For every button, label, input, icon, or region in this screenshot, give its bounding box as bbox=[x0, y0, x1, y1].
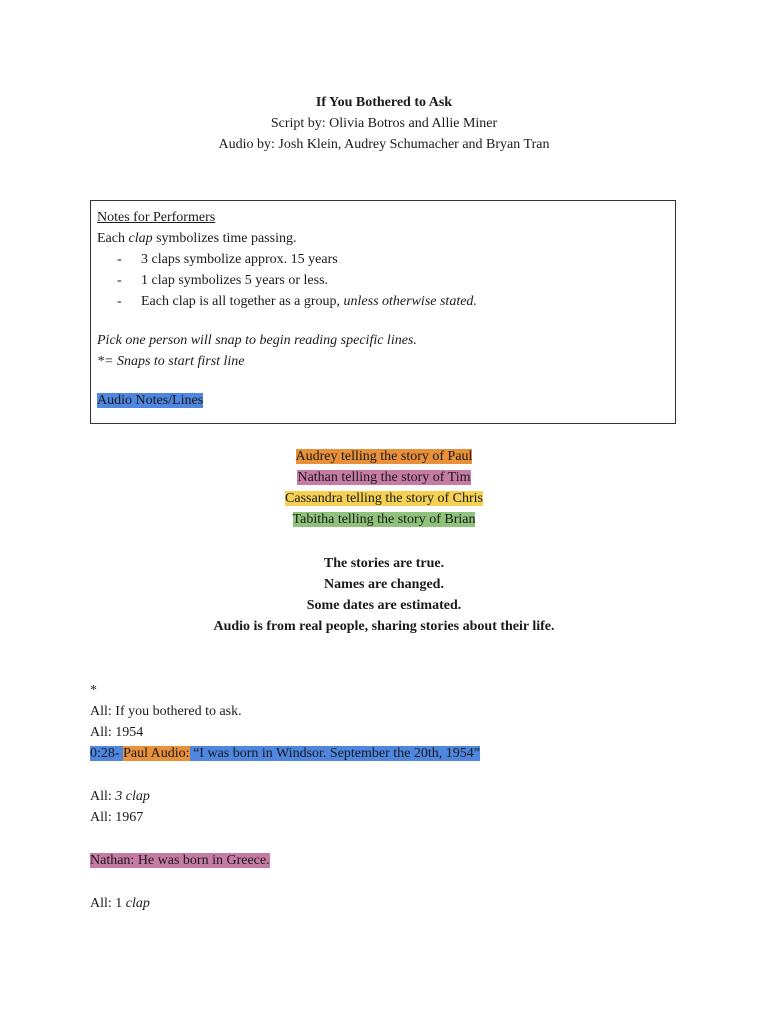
nathan-line: Nathan: He was born in Greece. bbox=[90, 853, 270, 868]
spacer bbox=[90, 764, 690, 786]
disclaimer-block bbox=[0, 553, 768, 637]
list-item bbox=[0, 467, 768, 488]
disclaimer-line: Audio is from real people, sharing stories about their life. bbox=[213, 619, 555, 634]
snap-instruction: Pick one person will snap to begin reading specific lines. bbox=[97, 333, 417, 348]
list-item bbox=[97, 270, 669, 291]
snap-mark: * bbox=[90, 683, 97, 698]
spacer bbox=[90, 871, 690, 893]
list-item bbox=[0, 509, 768, 530]
list-item bbox=[97, 249, 669, 270]
list-item bbox=[97, 291, 669, 312]
audio-quote: “I was born in Windsor. September the 20th, 1954” bbox=[189, 746, 480, 761]
document-title: If You Bothered to Ask bbox=[315, 95, 453, 110]
audio-key-highlight: Audio Notes/Lines bbox=[97, 393, 204, 408]
disclaimer-line: The stories are true. bbox=[323, 556, 445, 571]
clap-explanation-pre: Each bbox=[97, 231, 129, 246]
script-speaker: All: bbox=[90, 789, 116, 804]
audio-timestamp: 0:28- bbox=[90, 746, 124, 761]
audio-credit: Audio by: Josh Klein, Audrey Schumacher and Bryan Tran bbox=[218, 137, 550, 152]
bullet-text: Each clap is all together as a group, bbox=[141, 294, 344, 309]
audio-line bbox=[90, 743, 690, 764]
script-line bbox=[90, 786, 690, 807]
snap-key: *= Snaps to start first line bbox=[97, 354, 245, 369]
notes-heading: Notes for Performers bbox=[97, 210, 216, 225]
clap-explanation-post: symbolizes time passing. bbox=[152, 231, 297, 246]
script-speaker: All: 1 bbox=[90, 896, 126, 911]
disclaimer-line: Names are changed. bbox=[324, 577, 444, 592]
bullet-dash: - bbox=[117, 252, 122, 267]
script-line bbox=[90, 893, 690, 914]
audio-key-line bbox=[97, 390, 669, 411]
storyteller-cassandra: Cassandra telling the story of Chris bbox=[285, 491, 483, 506]
storyteller-audrey: Audrey telling the story of Paul bbox=[295, 449, 473, 464]
notes-for-performers-box bbox=[90, 200, 676, 424]
script-line: All: 1967 bbox=[90, 810, 144, 825]
bullet-text: 3 claps symbolize approx. 15 years bbox=[141, 252, 338, 267]
clap-word: clap bbox=[128, 231, 153, 246]
disclaimer-line: Some dates are estimated. bbox=[306, 598, 462, 613]
list-item bbox=[0, 446, 768, 467]
storyteller-list bbox=[0, 446, 768, 530]
script-line: All: If you bothered to ask. bbox=[90, 704, 242, 719]
clap-cue: 3 clap bbox=[115, 789, 150, 804]
bullet-dash: - bbox=[117, 294, 122, 309]
list-item bbox=[0, 488, 768, 509]
clap-cue: clap bbox=[125, 896, 150, 911]
title-block bbox=[0, 92, 768, 155]
spacer bbox=[97, 312, 669, 330]
script-line: All: 1954 bbox=[90, 725, 144, 740]
clap-rules-list bbox=[97, 249, 669, 312]
bullet-text: 1 clap symbolizes 5 years or less. bbox=[141, 273, 329, 288]
clap-explanation bbox=[97, 228, 669, 249]
bullet-dash: - bbox=[117, 273, 122, 288]
spacer bbox=[97, 372, 669, 390]
script-body bbox=[90, 680, 690, 914]
storyteller-tabitha: Tabitha telling the story of Brian bbox=[292, 512, 476, 527]
audio-speaker: Paul Audio: bbox=[123, 746, 190, 761]
bullet-emphasis: unless otherwise stated. bbox=[343, 294, 477, 309]
script-line bbox=[90, 850, 690, 871]
storyteller-nathan: Nathan telling the story of Tim bbox=[297, 470, 471, 485]
spacer bbox=[90, 828, 690, 850]
script-credit: Script by: Olivia Botros and Allie Miner bbox=[270, 116, 498, 131]
